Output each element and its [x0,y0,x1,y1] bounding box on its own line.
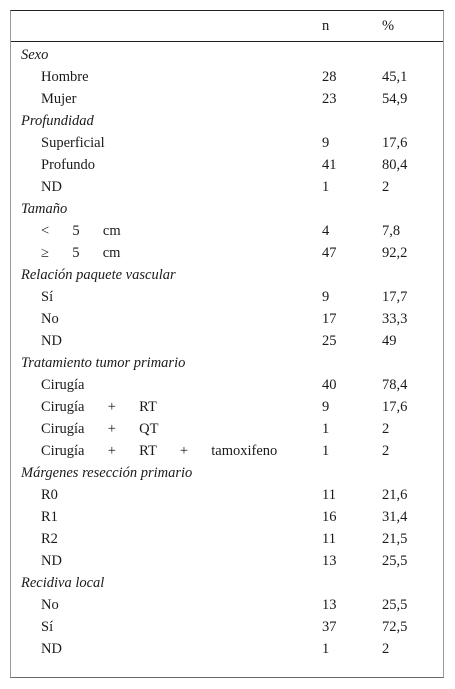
row-percent-value: 31,4 [382,509,408,525]
table-row [11,396,443,418]
table-row [11,616,443,638]
section-label: Profundidad [21,113,94,129]
row-label: ND [41,179,62,195]
section-row [11,110,443,132]
section-label: Relación paquete vascular [21,267,176,283]
table-row [11,242,443,264]
row-n-value: 1 [322,641,330,657]
row-percent-value: 92,2 [382,245,408,261]
row-n-value: 11 [322,487,336,503]
row-percent-value: 25,5 [382,597,408,613]
row-n-value: 23 [322,91,337,107]
row-n-value: 4 [322,223,330,239]
row-percent-value: 2 [382,421,390,437]
section-row [11,572,443,594]
row-n-value: 11 [322,531,336,547]
data-table [10,10,444,678]
row-percent-value: 45,1 [382,69,408,85]
section-label: Sexo [21,47,49,63]
row-label: Cirugía + RT + tamoxifeno [41,443,278,459]
row-n-value: 13 [322,553,337,569]
row-n-value: 17 [322,311,337,327]
row-label: Hombre [41,69,89,85]
row-percent-value: 21,5 [382,531,408,547]
row-n-value: 13 [322,597,337,613]
row-n-value: 16 [322,509,337,525]
row-n-value: 1 [322,179,330,195]
row-n-value: 9 [322,135,330,151]
row-label: No [41,311,59,327]
section-label: Recidiva local [21,575,105,591]
row-n-value: 47 [322,245,337,261]
row-percent-value: 17,6 [382,399,408,415]
section-label: Márgenes resección primario [21,465,193,481]
row-label: Mujer [41,91,77,107]
row-label: Cirugía [41,377,85,393]
row-percent-value: 78,4 [382,377,408,393]
table-body [11,44,443,660]
section-row [11,352,443,374]
row-percent-value: 80,4 [382,157,408,173]
row-label: No [41,597,59,613]
row-percent-value: 2 [382,443,390,459]
row-label: Superficial [41,135,105,151]
row-percent-value: 72,5 [382,619,408,635]
table-row [11,330,443,352]
table-row [11,286,443,308]
header-n: n [322,18,330,34]
row-percent-value: 2 [382,641,390,657]
row-percent-value: 25,5 [382,553,408,569]
table-row [11,176,443,198]
row-percent-value: 7,8 [382,223,401,239]
row-label: Cirugía + RT [41,399,157,415]
table-row [11,550,443,572]
row-label: Sí [41,289,54,305]
table-row [11,638,443,660]
row-label: Cirugía + QT [41,421,159,437]
section-label: Tratamiento tumor primario [21,355,186,371]
row-percent-value: 21,6 [382,487,408,503]
table-row [11,484,443,506]
table-row [11,154,443,176]
row-percent-value: 2 [382,179,390,195]
table-row [11,440,443,462]
row-percent-value: 17,6 [382,135,408,151]
row-n-value: 37 [322,619,337,635]
table-row [11,374,443,396]
row-n-value: 9 [322,289,330,305]
section-row [11,462,443,484]
section-label: Tamaño [21,201,68,217]
row-n-value: 28 [322,69,337,85]
section-row [11,44,443,66]
row-n-value: 41 [322,157,337,173]
row-n-value: 40 [322,377,337,393]
row-label: Sí [41,619,54,635]
table-row [11,308,443,330]
row-n-value: 9 [322,399,330,415]
row-n-value: 1 [322,421,330,437]
table-row [11,66,443,88]
table-row [11,220,443,242]
row-percent-value: 33,3 [382,311,408,327]
row-n-value: 25 [322,333,337,349]
row-label: Profundo [41,157,95,173]
row-label: ND [41,333,62,349]
row-percent-value: 49 [382,333,397,349]
table-row [11,88,443,110]
table-row [11,418,443,440]
row-label: < 5 cm [41,223,121,239]
row-label: R2 [41,531,58,547]
section-row [11,198,443,220]
table-row [11,594,443,616]
row-label: ND [41,553,62,569]
header-percent: % [382,18,395,34]
row-label: ND [41,641,62,657]
row-label: ≥ 5 cm [41,245,121,261]
table-row [11,528,443,550]
row-percent-value: 54,9 [382,91,408,107]
section-row [11,264,443,286]
row-label: R0 [41,487,58,503]
row-n-value: 1 [322,443,330,459]
table-row [11,506,443,528]
row-percent-value: 17,7 [382,289,408,305]
table-row [11,132,443,154]
table-header [11,11,443,42]
row-label: R1 [41,509,58,525]
